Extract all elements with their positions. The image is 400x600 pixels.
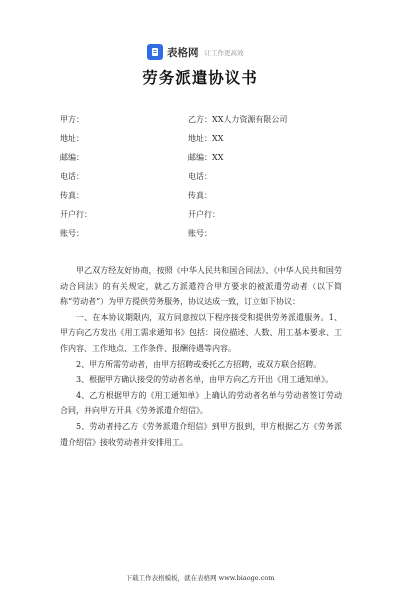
party-a-field: 传真：	[60, 191, 84, 200]
brand-name: 表格网	[167, 46, 199, 59]
party-a-field: 地址：	[60, 134, 84, 143]
info-row	[60, 171, 360, 183]
party-b-field: 开户行：	[188, 210, 220, 219]
info-row	[60, 209, 360, 221]
brand-slogan: 让工作更高效	[204, 48, 244, 57]
party-a-field: 账号：	[60, 229, 84, 238]
party-a-field: 甲方：	[60, 115, 84, 124]
party-a-field: 邮编：	[60, 153, 84, 162]
party-a-field: 开户行：	[60, 210, 92, 219]
party-b-field: 电话：	[188, 172, 212, 181]
info-row	[60, 152, 360, 164]
page-footer: 下载工作表格模板，就在表格网 www.biaoge.com	[125, 574, 275, 582]
party-b-field: 地址：XX	[188, 134, 224, 143]
paragraph: 5、劳动者持乙方《劳务派遣介绍信》到甲方报到，甲方根据乙方《劳务派遣介绍信》接收劳动者并安排用工。	[60, 421, 342, 447]
paragraph: 2、甲方所需劳动者，由甲方招聘或委托乙方招聘，或双方联合招聘。	[76, 359, 322, 369]
paragraph: 4、乙方根据甲方的《用工通知单》上确认的劳动者名单与劳动者签订劳动合同，并向甲方开具《劳务派遣介绍信》。	[60, 390, 342, 416]
paragraph: 甲乙双方经友好协商，按照《中华人民共和国合同法》、《中华人民共和国劳动合同法》的有关规定，就乙方派遣符合甲方要求的被派遣劳动者（以下简称“劳动者”）为甲方提供劳务服务，协议达成一致，订立如下协议：	[60, 266, 342, 307]
document-icon	[147, 44, 163, 60]
info-row	[60, 133, 360, 145]
document-title: 劳务派遣协议书	[142, 69, 258, 87]
agreement-body	[60, 263, 342, 450]
info-row	[60, 190, 360, 202]
info-row	[60, 228, 360, 240]
info-row	[60, 114, 360, 126]
paragraph: 一、在本协议期限内，双方同意按以下程序接受和提供劳务派遣服务。1、甲方向乙方发出《用工需求通知书》包括：岗位描述、人数、用工基本要求、工作内容、工作地点、工作条件、报酬待遇等内容。	[60, 312, 342, 353]
party-b-field: 邮编：XX	[188, 153, 224, 162]
paragraph: 3、根据甲方确认接受的劳动者名单，由甲方向乙方开出《用工通知单》。	[76, 375, 334, 385]
party-a-field: 电话：	[60, 172, 84, 181]
party-b-field: 乙方：XX人力资源有限公司	[188, 115, 288, 124]
party-b-field: 账号：	[188, 229, 212, 238]
brand-header	[147, 44, 244, 60]
party-b-field: 传真：	[188, 191, 212, 200]
